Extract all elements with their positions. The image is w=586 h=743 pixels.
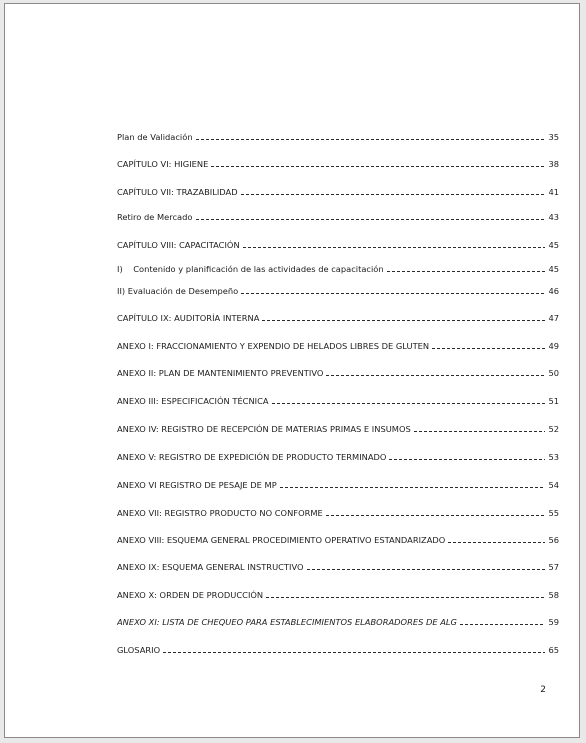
toc-entry [117, 645, 559, 655]
toc-entry-title: ANEXO VII: REGISTRO PRODUCTO NO CONFORME [117, 508, 323, 518]
toc-entry [117, 132, 559, 142]
toc-entry-title: GLOSARIO [117, 645, 161, 655]
dot-leader [243, 247, 546, 248]
toc-entry-page: 56 [548, 535, 559, 545]
toc-entry-page: 49 [548, 341, 559, 351]
toc-entry-page: 55 [548, 508, 559, 518]
toc-entry [117, 341, 559, 351]
toc-entry [117, 187, 559, 197]
toc-entry [117, 562, 559, 572]
toc-entry [117, 452, 559, 462]
toc-entry-page: 45 [548, 240, 559, 250]
toc-entry [117, 313, 559, 323]
toc-entry [117, 396, 559, 406]
toc-entry [117, 368, 559, 378]
toc-entry-page: 50 [548, 368, 559, 378]
toc-entry-page: 45 [548, 264, 559, 274]
toc-entry [117, 286, 559, 296]
toc-entry [117, 264, 559, 274]
dot-leader [307, 569, 546, 570]
toc-entry-title: ANEXO VI REGISTRO DE PESAJE DE MP [117, 480, 277, 490]
toc-entry [117, 590, 559, 600]
toc-entry-page: 57 [548, 562, 559, 572]
dot-leader [448, 542, 545, 543]
toc-entry-page: 38 [548, 159, 559, 169]
toc-entry-page: 35 [548, 132, 559, 142]
toc-entry-title: ANEXO II: PLAN DE MANTENIMIENTO PREVENTIVO [117, 368, 324, 378]
toc-entry-page: 52 [548, 424, 559, 434]
dot-leader [272, 403, 546, 404]
toc-entry-title: ANEXO IX: ESQUEMA GENERAL INSTRUCTIVO [117, 562, 304, 572]
dot-leader [211, 166, 545, 167]
dot-leader [414, 431, 546, 432]
toc-entry-title: Plan de Validación [117, 132, 193, 142]
toc-entry [117, 480, 559, 490]
dot-leader [432, 348, 545, 349]
toc-entry-title: ANEXO I: FRACCIONAMIENTO Y EXPENDIO DE HELADOS LIBRES DE GLUTEN [117, 341, 430, 351]
toc-entry-title: CAPÍTULO IX: AUDITORÍA INTERNA [117, 313, 260, 323]
toc-entry-page: 59 [548, 617, 559, 627]
toc-entry [117, 508, 559, 518]
dot-leader [387, 271, 546, 272]
toc-entry-title: I) Contenido y planificación de las actividades de capacitación [117, 264, 384, 274]
dot-leader [326, 515, 546, 516]
dot-leader [262, 320, 545, 321]
toc-entry [117, 159, 559, 169]
toc-entry-title: ANEXO IV: REGISTRO DE RECEPCIÓN DE MATERIAS PRIMAS E INSUMOS [117, 424, 411, 434]
toc-entry-title: CAPÍTULO VI: HIGIENE [117, 159, 209, 169]
toc-entry-title: ANEXO III: ESPECIFICACIÓN TÉCNICA [117, 396, 269, 406]
document-page [4, 3, 580, 738]
toc-entry [117, 212, 559, 222]
dot-leader [280, 487, 546, 488]
toc-entry-page: 46 [548, 286, 559, 296]
toc-entry-title: CAPÍTULO VII: TRAZABILIDAD [117, 187, 238, 197]
toc-entry-title: Retiro de Mercado [117, 212, 193, 222]
dot-leader [266, 597, 545, 598]
toc-entry [117, 424, 559, 434]
toc-entry [117, 617, 559, 627]
dot-leader [460, 624, 545, 625]
toc-entry-title: ANEXO XI: LISTA DE CHEQUEO PARA ESTABLECIMIENTOS ELABORADORES DE ALG [117, 617, 457, 627]
dot-leader [196, 219, 546, 220]
toc-entry-page: 41 [548, 187, 559, 197]
toc-entry-page: 47 [548, 313, 559, 323]
toc-entry-title: ANEXO X: ORDEN DE PRODUCCIÓN [117, 590, 264, 600]
toc-entry-page: 65 [548, 645, 559, 655]
toc-entry [117, 535, 559, 545]
toc-entry [117, 240, 559, 250]
toc-entry-page: 51 [548, 396, 559, 406]
dot-leader [326, 375, 545, 376]
dot-leader [389, 459, 545, 460]
page-number: 2 [540, 685, 546, 695]
toc-entry-page: 54 [548, 480, 559, 490]
toc-entry-title: CAPÍTULO VIII: CAPACITACIÓN [117, 240, 240, 250]
toc-entry-page: 53 [548, 452, 559, 462]
toc-entry-page: 43 [548, 212, 559, 222]
dot-leader [241, 293, 545, 294]
dot-leader [196, 139, 546, 140]
toc-entry-title: ANEXO V: REGISTRO DE EXPEDICIÓN DE PRODUCTO TERMINADO [117, 452, 387, 462]
toc-entry-title: ANEXO VIII: ESQUEMA GENERAL PROCEDIMIENTO OPERATIVO ESTANDARIZADO [117, 535, 446, 545]
toc-entry-page: 58 [548, 590, 559, 600]
toc-entry-title: II) Evaluación de Desempeño [117, 286, 239, 296]
dot-leader [163, 652, 545, 653]
dot-leader [241, 194, 546, 195]
